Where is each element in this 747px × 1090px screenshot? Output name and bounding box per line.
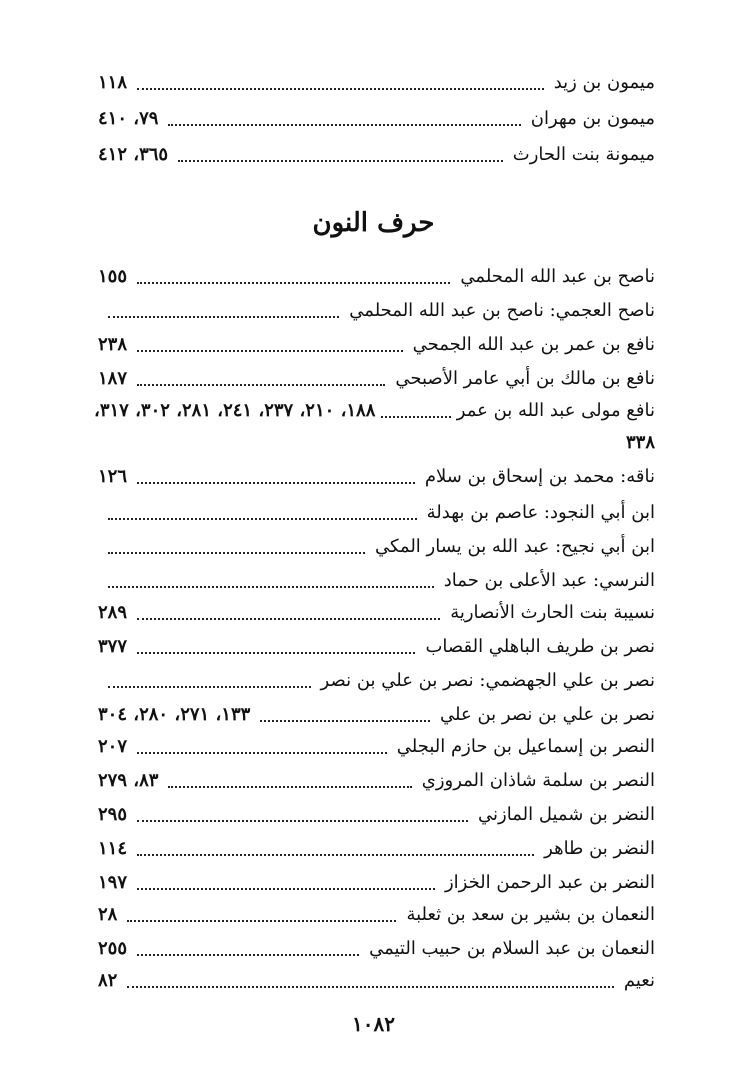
dot-leader [108,517,417,520]
dot-leader [137,953,359,956]
dot-leader [137,383,385,386]
section-heading: حرف النون [312,208,435,238]
index-entry [98,104,655,134]
entry-pages: ٢٨٩ [98,602,128,623]
entry-name: النضر بن شميل المازني [478,804,655,825]
entry-pages: ٢٩٥ [98,804,128,825]
entry-name: النصر بن سلمة شاذان المروزي [421,770,655,791]
dot-leader [127,985,614,988]
index-entry [98,140,655,170]
index-entry [98,732,655,762]
entry-name: نسيبة بنت الحارث الأنصارية [450,602,655,623]
index-entry [98,364,655,394]
entry-pages: ١٨٧ [98,368,128,389]
entry-pages: ١٣٣، ٢٧١، ٢٨٠، ٣٠٤ [98,704,251,725]
entry-pages: ١٩٧ [98,872,128,893]
dot-leader [137,349,403,352]
index-entry [98,296,655,326]
entry-name: نعيم [623,970,655,991]
entry-pages: ١٢٦ [98,466,128,487]
entry-name: ميمون بن مهران [530,108,655,129]
index-entry [98,462,655,492]
page-number: ١٠٨٢ [352,1012,395,1036]
dot-leader [137,87,544,90]
dot-leader [137,617,440,620]
entry-name: نافع بن مالك بن أبي عامر الأصبحي [395,368,655,389]
entry-name: ناصح العجمي: ناصح بن عبد الله المحلمي [349,300,655,321]
index-entry [98,900,655,930]
entry-name: ميمون بن زيد [553,72,655,93]
index-entry [98,966,655,996]
entry-pages: ١٨٨، ٢١٠، ٢٣٧، ٢٤١، ٢٨١، ٣٠٢، ٣١٧، [94,400,376,421]
dot-leader [260,719,430,722]
index-entry [98,666,655,696]
entry-pages: ٢٠٧ [98,736,128,757]
index-entry [98,800,655,830]
dot-leader [108,585,434,588]
entry-pages: ١١٨ [98,72,128,93]
dot-leader [168,123,520,126]
dot-leader [137,887,435,890]
index-entry [98,700,655,730]
index-entry [98,934,655,964]
entry-name: ابن أبي نجيح: عبد الله بن يسار المكي [374,536,655,557]
entry-name: النعمان بن بشير بن سعد بن ثعلبة [406,904,655,925]
dot-leader [178,159,503,162]
entry-name: نافع بن عمر بن عبد الله الجمحي [412,334,655,355]
entry-name: ناصح بن عبد الله المحلمي [460,266,655,287]
dot-leader [137,853,534,856]
dot-leader [137,751,387,754]
entry-name: ميمونة بنت الحارث [512,144,655,165]
dot-leader [137,819,468,822]
entry-name: النضر بن عبد الرحمن الخزاز [444,872,655,893]
entry-name: النعمان بن عبد السلام بن حبيب التيمي [369,938,655,959]
entry-pages: ٨٣، ٢٧٩ [98,770,159,791]
entry-name: النصر بن إسماعيل بن حازم البجلي [396,736,655,757]
entry-pages: ٨٢ [98,970,118,991]
dot-leader [168,785,411,788]
entry-pages: ٣٧٧ [98,636,128,657]
entry-name: النضر بن طاهر [544,838,655,859]
entry-name: ناقه: محمد بن إسحاق بن سلام [424,466,655,487]
entry-pages: ٣٦٥، ٤١٢ [98,144,169,165]
index-entry [98,598,655,628]
entry-pages: ٢٥٥ [98,938,128,959]
entry-name: نصر بن علي بن نصر بن علي [440,704,655,725]
index-entry [98,632,655,662]
dot-leader [137,481,415,484]
index-entry [98,766,655,796]
index-entry [98,68,655,98]
dot-leader [381,415,450,418]
dot-leader [137,651,415,654]
dot-leader [108,315,339,318]
index-entry [98,834,655,864]
entry-pages: ٧٩، ٤١٠ [98,108,159,129]
entry-pages: ٢٣٨ [98,334,128,355]
entry-name: النرسي: عبد الأعلى بن حماد [443,570,655,591]
index-entry [98,262,655,292]
entry-name: نصر بن علي الجهضمي: نصر بن علي بن نصر [320,670,655,691]
entry-name: ابن أبي النجود: عاصم بن بهدلة [426,502,655,523]
entry-name: نصر بن طريف الباهلي القصاب [425,636,655,657]
entry-name: نافع مولى عبد الله بن عمر [456,400,655,421]
entry-pages-continuation: ٣٣٨ [625,432,655,453]
index-entry [98,532,655,562]
index-entry [98,566,655,596]
entry-pages: ١٥٥ [98,266,128,287]
index-entry [94,396,655,426]
index-entry [98,498,655,528]
dot-leader [108,685,311,688]
dot-leader [127,919,396,922]
entry-pages: ١١٤ [98,838,128,859]
dot-leader [137,281,450,284]
entry-pages: ٢٨ [98,904,118,925]
index-entry [98,868,655,898]
dot-leader [108,551,365,554]
index-entry [98,330,655,360]
